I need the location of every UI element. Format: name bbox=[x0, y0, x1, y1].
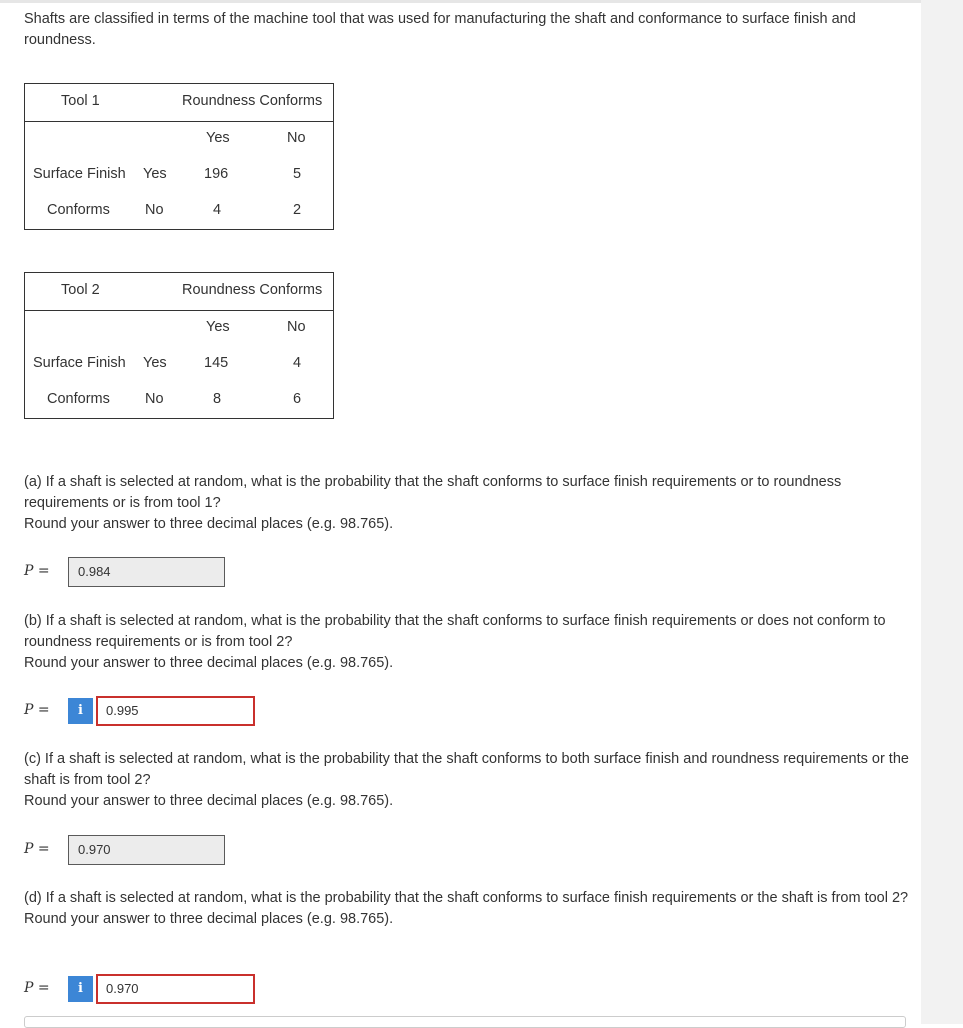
cell-yes-yes: 196 bbox=[204, 166, 229, 182]
tool-label: Tool 2 bbox=[61, 282, 100, 298]
row-sub-yes: Yes bbox=[143, 166, 167, 182]
cell-yes-yes: 145 bbox=[204, 355, 229, 371]
row-sub-no: No bbox=[145, 391, 164, 407]
cell-no-yes: 8 bbox=[213, 391, 222, 407]
next-section-box bbox=[24, 1016, 906, 1028]
question-b bbox=[24, 611, 910, 674]
row-label-surface-finish: Surface Finish bbox=[33, 355, 126, 371]
p-label: P = bbox=[24, 980, 50, 996]
p-label: P = bbox=[24, 563, 50, 579]
question-d bbox=[24, 888, 910, 930]
right-gutter bbox=[921, 0, 963, 1024]
row-label-conforms: Conforms bbox=[47, 391, 110, 407]
column-yes: Yes bbox=[206, 319, 230, 335]
p-label: P = bbox=[24, 841, 50, 857]
cell-yes-no: 5 bbox=[293, 166, 302, 182]
intro-text: Shafts are classified in terms of the machine tool that was used for manufacturing the shaft and conformance to surface finish and roundness. bbox=[24, 11, 856, 48]
column-yes: Yes bbox=[206, 130, 230, 146]
cell-no-yes: 4 bbox=[213, 202, 222, 218]
tool-label: Tool 1 bbox=[61, 93, 100, 109]
question-a bbox=[24, 472, 910, 535]
answer-input-d[interactable]: 0.970 bbox=[96, 974, 255, 1004]
roundness-header: Roundness Conforms bbox=[182, 282, 323, 298]
info-icon[interactable]: i bbox=[68, 698, 93, 724]
row-sub-no: No bbox=[145, 202, 164, 218]
answer-input-a[interactable]: 0.984 bbox=[68, 557, 225, 587]
cell-yes-no: 4 bbox=[293, 355, 302, 371]
answer-input-b[interactable]: 0.995 bbox=[96, 696, 255, 726]
p-label: P = bbox=[24, 702, 50, 718]
top-divider bbox=[0, 0, 921, 3]
info-icon[interactable]: i bbox=[68, 976, 93, 1002]
column-no: No bbox=[287, 130, 306, 146]
question-text: (a) If a shaft is selected at random, what is the probability that the shaft conforms to surface finish requirements or to roundness requirements or is from tool 1? bbox=[24, 474, 842, 511]
question-text: (c) If a shaft is selected at random, what is the probability that the shaft conforms to both surface finish and roundness requirements or the shaft is from tool 2? bbox=[24, 751, 909, 788]
tool2-table bbox=[24, 272, 334, 419]
rounding-note: Round your answer to three decimal places (e.g. 98.765). bbox=[24, 516, 394, 532]
question-text: (d) If a shaft is selected at random, what is the probability that the shaft conforms to surface finish requirements or the shaft is from tool 2? bbox=[24, 890, 909, 906]
answer-input-c[interactable]: 0.970 bbox=[68, 835, 225, 865]
row-sub-yes: Yes bbox=[143, 355, 167, 371]
row-label-conforms: Conforms bbox=[47, 202, 110, 218]
tool1-table bbox=[24, 83, 334, 230]
question-c bbox=[24, 749, 910, 812]
rounding-note: Round your answer to three decimal places (e.g. 98.765). bbox=[24, 911, 394, 927]
roundness-header: Roundness Conforms bbox=[182, 93, 323, 109]
column-no: No bbox=[287, 319, 306, 335]
cell-no-no: 6 bbox=[293, 391, 302, 407]
rounding-note: Round your answer to three decimal places (e.g. 98.765). bbox=[24, 655, 394, 671]
rounding-note: Round your answer to three decimal places (e.g. 98.765). bbox=[24, 793, 394, 809]
row-label-surface-finish: Surface Finish bbox=[33, 166, 126, 182]
cell-no-no: 2 bbox=[293, 202, 302, 218]
question-text: (b) If a shaft is selected at random, what is the probability that the shaft conforms to surface finish requirements or does not conform to roundness requirements or is from tool 2? bbox=[24, 613, 886, 650]
